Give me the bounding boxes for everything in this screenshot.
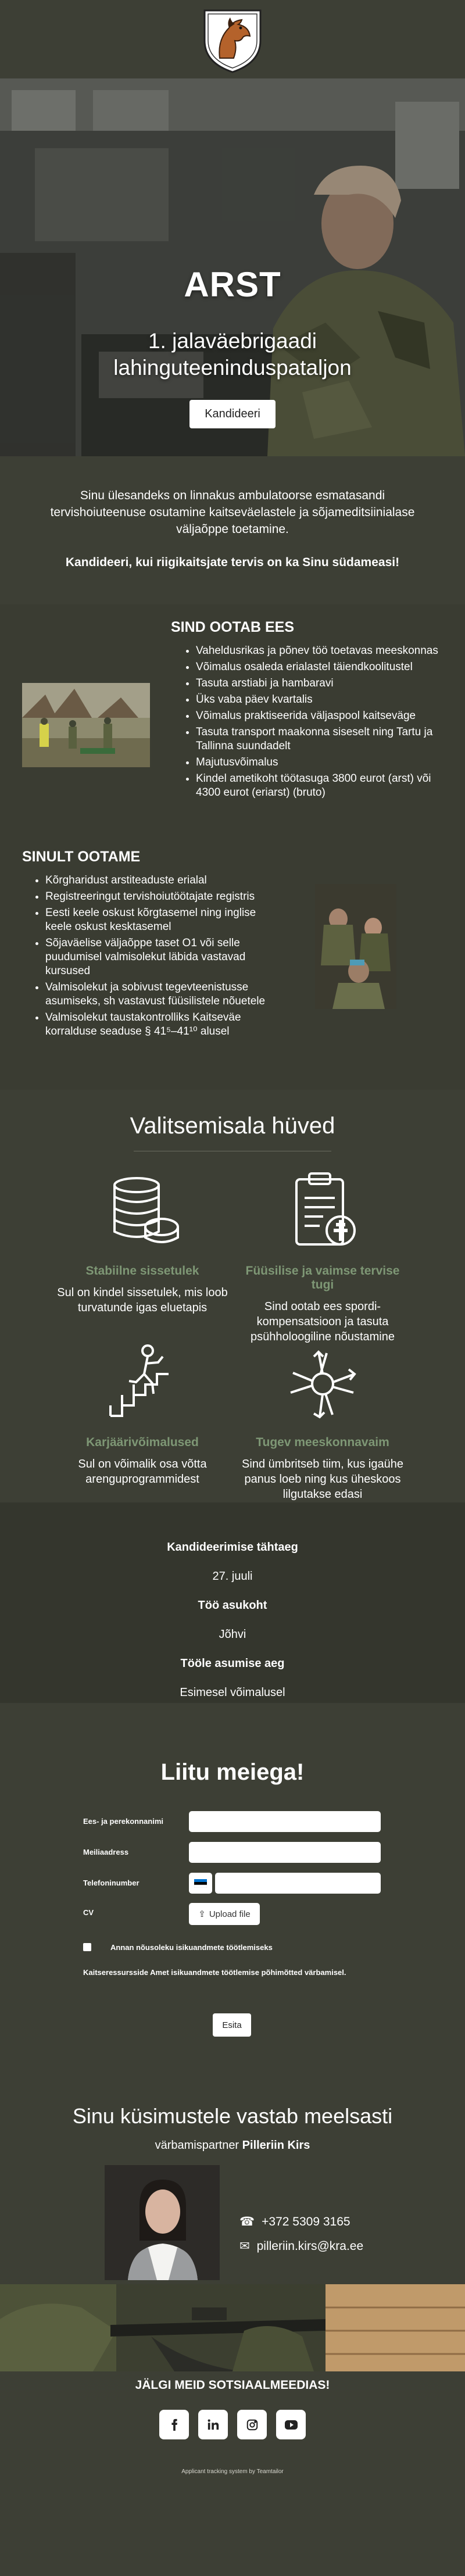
email-label: Meiliaadress	[83, 1848, 129, 1856]
upload-file-button[interactable]	[189, 1903, 260, 1925]
benefit-card	[235, 1169, 410, 1344]
requirements-title: SINULT OOTAME	[22, 849, 141, 865]
career-stairs-icon	[105, 1340, 180, 1427]
start-label: Tööle asumise aeg	[180, 1657, 285, 1670]
benefit-text: Sind ootab ees spordi-kompensatsioon ja tasuta psühholoogiline nõustamine	[251, 1300, 395, 1343]
contact-person	[0, 2139, 465, 2152]
location-label: Töö asukoht	[198, 1599, 267, 1612]
unit-name	[0, 328, 465, 381]
list-item: • Vaheldusrikas ja põnev töö toetavas meeskonnas	[196, 644, 440, 658]
apply-button[interactable]: Kandideeri	[189, 400, 276, 428]
list-item: • Sõjaväelise väljaõppe taset O1 või selle puudumisel valmisolekut läbida vastavad kursused	[45, 936, 284, 978]
phone-label: Telefoninumber	[83, 1879, 140, 1887]
contact-section	[0, 2104, 465, 2284]
name-input[interactable]	[189, 1811, 381, 1832]
consent-checkbox[interactable]	[83, 1943, 91, 1951]
start-value: Esimesel võimalusel	[180, 1686, 285, 1699]
benefit-text: Sind ümbritseb tiim, kus igaühe panus loeb ning kus üheskoos lilgutakse edasi	[242, 1458, 403, 1501]
requirements-list	[45, 874, 284, 1041]
recruiter-portrait	[105, 2165, 220, 2280]
offer-title: SIND OOTAB EES	[170, 619, 295, 635]
intro-text: Sinu ülesandeks on linnakus ambulatoorse esmatasandi tervishoiuteenuse osutamine kaitseväelastele ja sõjameditsiinialase väljaõppe toetamine.	[50, 489, 415, 536]
requirements-section	[0, 837, 465, 1090]
benefit-card	[55, 1340, 230, 1487]
job-details-section	[0, 1502, 465, 1703]
phone-number: +372 5309 3165	[262, 2214, 350, 2228]
email-address: pilleriin.kirs@kra.ee	[256, 2239, 364, 2253]
site-header	[0, 0, 465, 78]
list-item: • Registreeringut tervishoiutöötajate registris	[45, 890, 284, 904]
application-form-section	[0, 1703, 465, 2104]
list-item: • Valmisolekut taustakontrolliks Kaitseväe korralduse seaduse § 41⁵–41¹⁰ alusel	[45, 1011, 284, 1039]
list-item: • Tasuta transport maakonna siseselt ning Tartu ja Tallinna suundadelt	[196, 725, 440, 753]
list-item: • Võimalus praktiseerida väljaspool kaitseväge	[196, 709, 440, 723]
coins-icon	[105, 1169, 180, 1256]
hero-section	[0, 78, 465, 456]
benefit-title: Stabiilne sissetulek	[85, 1264, 199, 1278]
benefit-text: Sul on võimalik osa võtta arenguprogrammidest	[78, 1458, 207, 1486]
list-item: • Majutusvõimalus	[196, 756, 440, 770]
offer-list	[196, 644, 440, 802]
social-title: JÄLGI MEID SOTSIAALMEEDIAS!	[135, 2378, 330, 2392]
intro-section	[0, 456, 465, 604]
job-title: ARST	[184, 265, 281, 304]
form-title: Liitu meiega!	[160, 1759, 305, 1785]
application-form	[0, 1811, 465, 2067]
phone-input[interactable]	[215, 1873, 381, 1894]
facebook-icon[interactable]	[159, 2410, 189, 2439]
list-item: • Valmisolekut ja sobivust tegevteenistusse asumiseks, sh vastavust füüsilistele nõuetele	[45, 981, 284, 1008]
upload-icon: ⇪	[198, 1909, 206, 1919]
email-input[interactable]	[189, 1842, 381, 1863]
team-hands-icon	[285, 1340, 360, 1427]
soldiers-banner-image	[0, 2284, 465, 2371]
contact-email[interactable]	[239, 2239, 363, 2253]
benefit-card	[235, 1340, 410, 1502]
benefit-title: Tugev meeskonnavaim	[256, 1436, 389, 1449]
name-label: Ees- ja perekonnanimi	[83, 1817, 163, 1826]
contact-title: Sinu küsimustele vastab meelsasti	[72, 2104, 393, 2128]
logo-crest-icon[interactable]	[200, 5, 265, 74]
upload-label: Upload file	[209, 1909, 251, 1919]
soldiers-aiming-photo	[0, 2284, 465, 2371]
social-section	[0, 2371, 465, 2505]
instagram-icon[interactable]	[237, 2410, 267, 2439]
linkedin-icon[interactable]	[198, 2410, 228, 2439]
list-item: • Kõrgharidust arstiteaduste erialal	[45, 874, 284, 888]
phone-icon: ☎	[239, 2215, 255, 2228]
benefit-text: Sul on kindel sissetulek, mis loob turvatunde igas eluetapis	[57, 1286, 228, 1314]
consent-label: Annan nõusoleku isikuandmete töötlemiseks	[110, 1943, 273, 1952]
deadline-value: 27. juuli	[212, 1570, 253, 1583]
contact-name: Pilleriin Kirs	[242, 2139, 310, 2152]
benefit-title: Karjäärivõimalused	[86, 1436, 199, 1449]
list-item: • Tasuta arstiabi ja hambaravi	[196, 677, 440, 690]
benefit-card	[55, 1169, 230, 1315]
footer-note[interactable]: Applicant tracking system by Teamtailor	[181, 2468, 284, 2475]
soldiers-training-photo	[22, 683, 150, 767]
list-item: • Üks vaba päev kvartalis	[196, 693, 440, 707]
unit-name-line1: 1. jalaväebrigaadi	[148, 329, 317, 353]
benefits-title: Valitsemisala hüved	[130, 1113, 335, 1139]
estonia-flag-icon	[194, 1879, 207, 1888]
unit-name-line2: lahinguteeninduspataljon	[113, 356, 352, 380]
medics-training-photo	[315, 884, 396, 1009]
youtube-icon[interactable]	[276, 2410, 306, 2439]
medical-clipboard-icon	[285, 1169, 360, 1256]
email-icon: ✉	[239, 2239, 250, 2253]
benefit-title: Füüsilise ja vaimse tervise tugi	[245, 1264, 400, 1291]
intro-cta: Kandideeri, kui riigikaitsjate tervis on ka Sinu südameasi!	[65, 556, 400, 569]
contact-role: värbamispartner	[155, 2139, 239, 2152]
privacy-policy-link[interactable]: Kaitseressursside Amet isikuandmete töötlemise põhimõtted värbamisel.	[83, 1968, 346, 1977]
contact-phone[interactable]	[239, 2214, 350, 2229]
deadline-label: Kandideerimise tähtaeg	[167, 1541, 298, 1554]
cv-label: CV	[83, 1908, 94, 1917]
list-item: • Kindel ametikoht töötasuga 3800 eurot (arst) või 4300 eurot (eriarst) (bruto)	[196, 772, 440, 800]
offer-section	[0, 604, 465, 837]
benefits-section	[0, 1090, 465, 1502]
submit-button[interactable]: Esita	[213, 2013, 251, 2037]
list-item: • Võimalus osaleda erialastel täiendkoolitustel	[196, 660, 440, 674]
location-value: Jõhvi	[219, 1628, 246, 1641]
country-code-select[interactable]	[189, 1873, 212, 1894]
list-item: • Eesti keele oskust kõrgtasemel ning inglise keele oskust kesktasemel	[45, 906, 284, 934]
